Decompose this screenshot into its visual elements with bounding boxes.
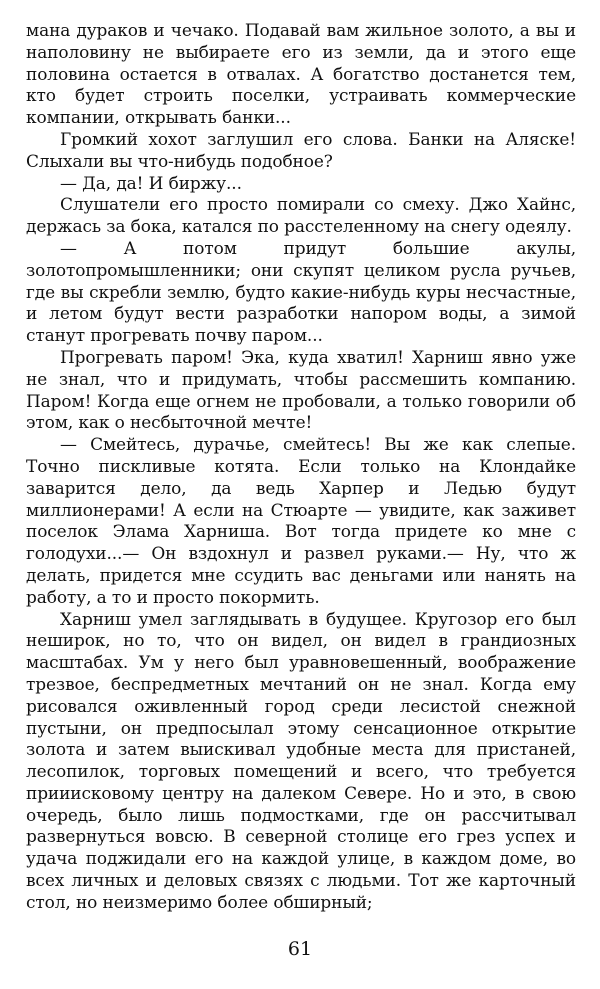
book-page-text xyxy=(26,20,576,914)
paragraph-steam: Прогревать паром! Эка, куда хватил! Харниш явно уже не знал, что и придумать, чтобы рассмешить компанию. Паром! Когда еще огнем не пробовали, а только говорили об этом, как о несбыточной мечте! xyxy=(26,346,576,433)
paragraph-laugh-fools: — Смейтесь, дурачье, смейтесь! Вы же как слепые. Точно пискливые котята. Если только на Клондайке заварится дело, да ведь Харпер и Ледью будут миллионерами! А если на Стюарте — увидите, как заживет поселок Элама Харниша. Вот тогда придете ко мне с голодухи...— Он вздохнул и развел руками.— Ну, что ж делать, придется мне ссудить вас деньгами или нанять на работу, а то и просто покормить. xyxy=(26,434,576,607)
page-number: 61 xyxy=(287,938,313,960)
paragraph-continuation: мана дураков и чечако. Подавай вам жильное золото, а вы и наполовину не выбираете его из земли, да и этого еще половина остается в отвалах. А богатство достанется тем, кто будет строить поселки, устраивать коммерческие компании, открывать банки... xyxy=(26,20,576,128)
paragraph-exchange: — Да, да! И биржу... xyxy=(60,172,242,193)
paragraph-future: Харниш умел заглядывать в будущее. Кругозор его был неширок, но то, что он видел, он видел в грандиозных масштабах. Ум у него был уравновешенный, воображение трезвое, беспредметных мечтаний он не знал. Когда ему рисовался оживленный город среди лесистой снежной пустыни, он предпосылал этому сенсационное открытие золота и затем выискивал удобные места для пристаней, лесопилок, торговых помещений и всего, что требуется прииисковому центру на далеком Севере. Но и это, в свою очередь, было лишь подмостками, где он рассчитывал развернуться вовсю. В северной столице его грез успех и удача поджидали его на каждой улице, в каждом доме, во всех личных и деловых связях с людьми. Тот же карточный стол, но неизмеримо более обширный; xyxy=(26,608,576,912)
paragraph-sharks: — А потом придут большие акулы, золотопромышленники; они скупят целиком русла ручьев, где вы скребли землю, будто какие-нибудь куры несчастные, и летом будут вести разработки напором воды, а зимой станут прогревать почву паром... xyxy=(26,237,576,346)
paragraph-laughter: Громкий хохот заглушил его слова. Банки на Аляске! Слыхали вы что-нибудь подобное? xyxy=(26,128,576,171)
paragraph-listeners: Слушатели его просто помирали со смеху. Джо Хайнс, держась за бока, катался по расстеленному на снегу одеялу. xyxy=(26,194,576,237)
